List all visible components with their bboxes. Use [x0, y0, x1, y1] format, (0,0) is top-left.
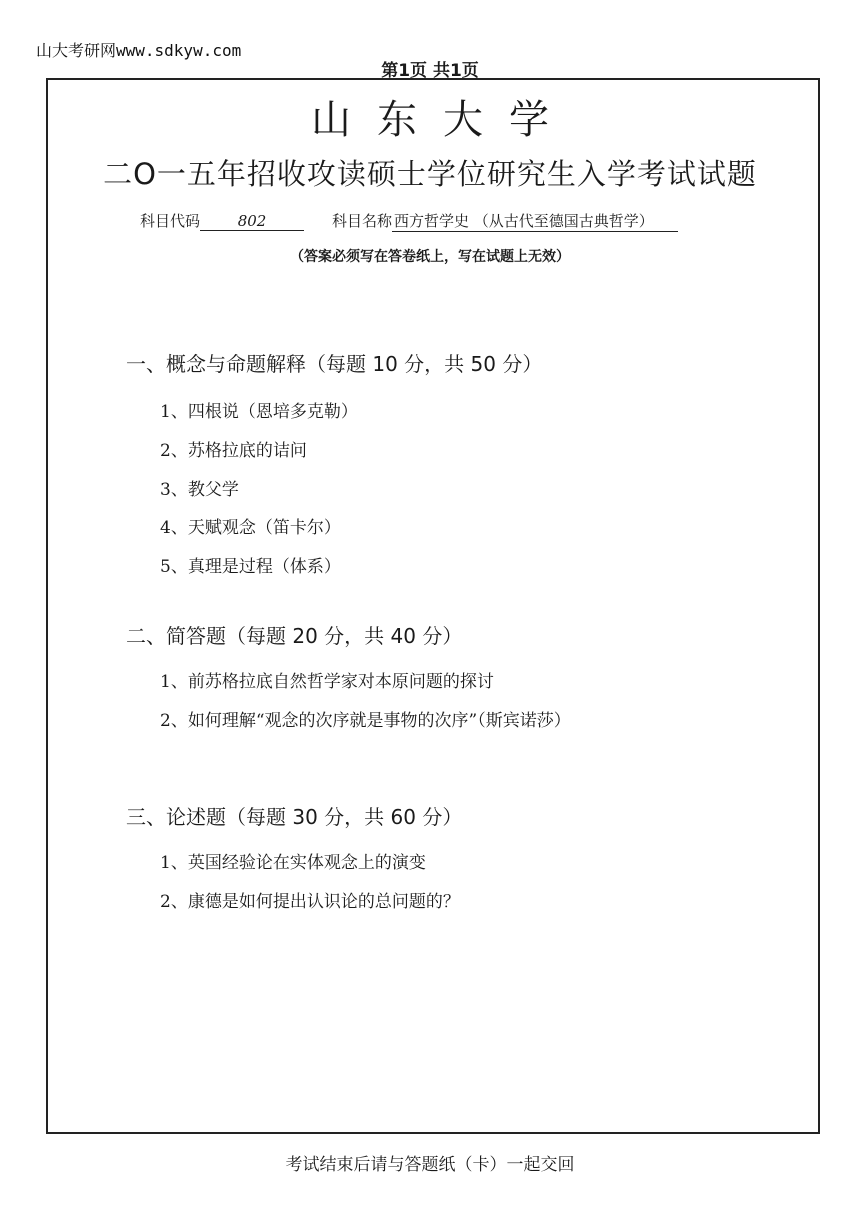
section-heading-3: 三、论述题（每题 30 分，共 60 分）	[126, 805, 463, 829]
footer-note: 考试结束后请与答题纸（卡）一起交回	[285, 1155, 575, 1175]
subject-line	[140, 210, 678, 232]
question-2-2: 2、如何理解“观念的次序就是事物的次序”（斯宾诺莎）	[160, 711, 571, 731]
question-1-1: 1、四根说（恩培多克勒）	[160, 402, 358, 422]
question-1-3: 3、教父学	[160, 480, 239, 500]
question-1-4: 4、天赋观念（笛卡尔）	[160, 518, 341, 538]
question-3-2: 2、康德是如何提出认识论的总问题的？	[160, 892, 460, 912]
subject-code-value: 802	[200, 212, 304, 231]
subject-name-value: 西方哲学史 （从古代至德国古典哲学）	[392, 210, 678, 232]
exam-frame	[46, 78, 820, 1134]
question-3-1: 1、英国经验论在实体观念上的演变	[160, 853, 426, 873]
page-number: 第1页 共1页	[381, 61, 479, 81]
watermark: 山大考研网www.sdkyw.com	[36, 41, 242, 60]
exam-title: 二O一五年招收攻读硕士学位研究生入学考试试题	[103, 157, 757, 191]
section-heading-1: 一、概念与命题解释（每题 10 分，共 50 分）	[126, 352, 543, 376]
subject-name-label: 科目名称	[332, 212, 393, 230]
subject-code-label: 科目代码	[140, 212, 201, 230]
question-1-2: 2、苏格拉底的诘问	[160, 441, 307, 461]
answer-notice: （答案必须写在答卷纸上，写在试题上无效）	[290, 249, 570, 265]
question-2-1: 1、前苏格拉底自然哲学家对本原问题的探讨	[160, 672, 494, 692]
section-heading-2: 二、简答题（每题 20 分，共 40 分）	[126, 624, 463, 648]
question-1-5: 5、真理是过程（体系）	[160, 557, 341, 577]
university-name: 山东大学	[311, 97, 575, 143]
